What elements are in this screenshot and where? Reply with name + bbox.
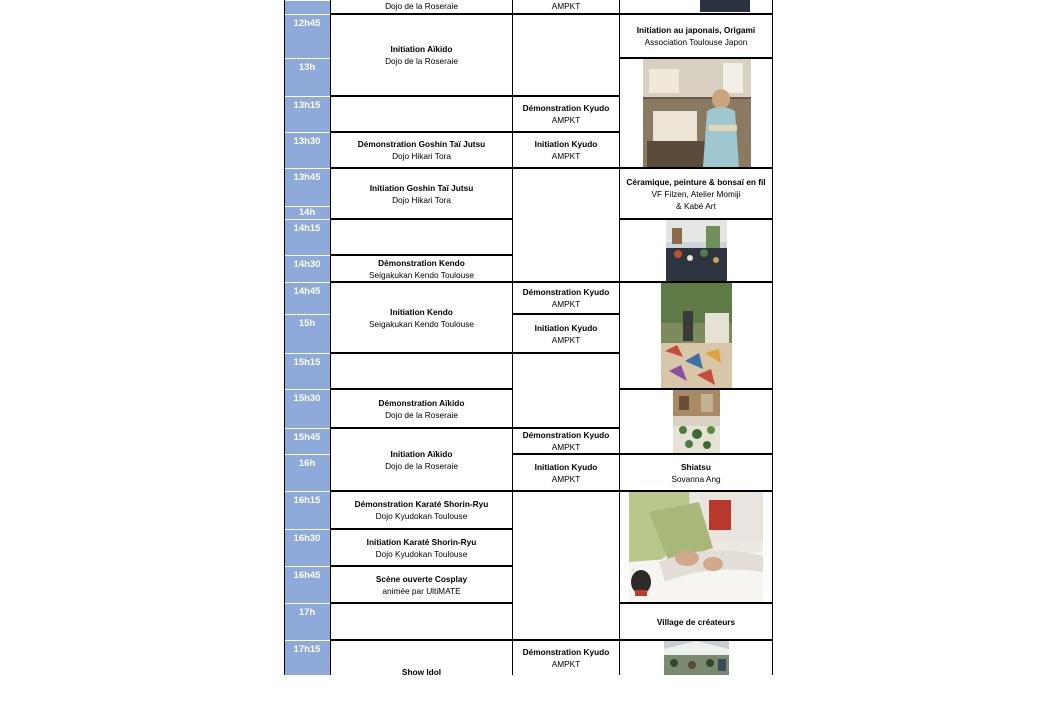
event-cell	[513, 454, 619, 491]
event-organizer: AMPKT	[551, 1, 581, 11]
event-cell	[331, 14, 512, 96]
time-slot: 16h15	[284, 491, 330, 529]
event-title: Initiation Aïkido	[390, 448, 453, 459]
time-slot: 15h30	[284, 389, 330, 428]
event-organizer: Dojo Kyudokan Toulouse	[375, 548, 468, 559]
event-cell	[331, 255, 512, 282]
event-cell	[513, 640, 619, 675]
event-cell	[331, 428, 512, 491]
event-organizer: Seigakukan Kendo Toulouse	[368, 269, 475, 280]
time-slot: 15h	[284, 314, 330, 353]
empty-cell	[513, 353, 619, 428]
event-title: Shiatsu	[681, 461, 711, 472]
time-slot: 15h15	[284, 353, 330, 389]
event-organizer: Sovanna Ang	[671, 473, 721, 484]
time-slot: 12h45	[284, 14, 330, 58]
event-cell	[513, 282, 619, 314]
bonsai-photo	[673, 390, 720, 453]
event-organizer: AMPKT	[551, 115, 581, 125]
event-title: Démonstration Kyudo	[522, 103, 610, 113]
event-organizer: AMPKT	[551, 151, 581, 161]
event-title: Démonstration Aïkido	[378, 397, 465, 408]
empty-cell	[513, 491, 619, 640]
event-title: Démonstration Kendo	[378, 257, 465, 268]
time-slot: 13h	[284, 58, 330, 96]
time-slot: 14h30	[284, 255, 330, 282]
event-title: Village de créateurs	[656, 616, 736, 627]
event-organizer: Dojo de la Roseraie	[385, 409, 458, 420]
event-title: Initiation Karaté Shorin-Ryu	[366, 536, 477, 547]
event-title: Scène ouverte Cosplay	[375, 573, 468, 584]
empty-cell	[513, 14, 619, 96]
time-slot: 15h45	[284, 428, 330, 454]
event-cell	[513, 132, 619, 168]
event-organizer: AMPKT	[551, 473, 581, 484]
event-title: Démonstration Kyudo	[522, 647, 610, 657]
event-title: Céramique, peinture & bonsaï en fil	[626, 176, 766, 187]
time-slot: 14h45	[284, 282, 330, 314]
event-organizer: Association Toulouse Japon	[644, 37, 748, 47]
ceramics-photo	[666, 220, 727, 281]
event-title: Initiation Kyudo	[534, 139, 598, 149]
schedule-sheet	[284, 0, 773, 675]
time-slot: 13h15	[284, 96, 330, 132]
event-cell	[331, 282, 512, 353]
event-cell	[331, 168, 512, 219]
market-photo	[664, 641, 729, 675]
event-cell	[331, 132, 512, 168]
event-organizer: Dojo Kyudokan Toulouse	[375, 511, 468, 521]
event-cell	[620, 14, 772, 58]
event-title: Show Idol	[401, 666, 442, 677]
time-slot: 16h45	[284, 566, 330, 603]
event-organizer: AMPKT	[551, 299, 581, 309]
empty-cell	[513, 168, 619, 282]
event-organizer: animée par UltiMATE	[382, 585, 461, 596]
event-cell	[513, 428, 619, 454]
time-slot: 17h15	[284, 640, 330, 675]
event-organizer: Dojo Hikari Tora	[392, 151, 451, 161]
event-title: Initiation au japonais, Origami	[636, 25, 756, 35]
empty-cell	[331, 353, 512, 389]
empty-cell	[331, 219, 512, 255]
stand-photo	[700, 0, 750, 12]
event-title: Initiation Kyudo	[534, 322, 598, 333]
event-organizer: & Kabé Art	[676, 200, 716, 211]
event-organizer: AMPKT	[551, 442, 581, 452]
time-slot: 13h30	[284, 132, 330, 168]
time-slot: 13h45	[284, 168, 330, 206]
event-organizer: Dojo de la Roseraie	[385, 460, 458, 471]
event-cell	[513, 314, 619, 353]
event-cell	[331, 640, 512, 702]
event-cell	[620, 454, 772, 491]
event-cell	[331, 389, 512, 428]
origami-photo	[643, 59, 751, 167]
time-slot: 17h	[284, 603, 330, 640]
event-cell	[620, 168, 772, 219]
event-title: Démonstration Kyudo	[522, 430, 610, 440]
event-organizer: VF Filzen, Atelier Momiji	[651, 188, 741, 199]
time-slot-top	[284, 0, 330, 14]
event-title: Démonstration Karaté Shorin-Ryu	[354, 499, 489, 509]
event-title: Initiation Kendo	[390, 306, 453, 317]
time-slot: 16h	[284, 454, 330, 491]
event-title: Démonstration Goshin Taï Jutsu	[357, 139, 486, 149]
origami-stand-photo	[661, 283, 732, 388]
event-cell	[331, 529, 512, 566]
time-slot: 14h15	[284, 219, 330, 255]
event-title: Initiation Kyudo	[534, 461, 598, 472]
event-organizer: Dojo Hikari Tora	[392, 194, 451, 205]
time-slot: 16h30	[284, 529, 330, 566]
event-title: Démonstration Kyudo	[522, 287, 610, 297]
event-cell	[620, 603, 772, 640]
event-organizer: Dojo de la Roseraie	[385, 56, 458, 66]
shiatsu-photo	[629, 492, 763, 602]
event-title: Initiation Aïkido	[390, 44, 453, 54]
event-organizer: AMPKT	[551, 334, 581, 345]
event-organizer: Dojo de la Roseraie	[385, 1, 458, 11]
event-organizer: AMPKT	[551, 659, 581, 669]
empty-cell	[331, 96, 512, 132]
event-cell	[331, 491, 512, 529]
event-organizer: Seigakukan Kendo Toulouse	[368, 318, 475, 329]
event-cell	[331, 0, 512, 14]
event-title: Initiation Goshin Taï Jutsu	[369, 182, 474, 193]
event-cell	[513, 0, 619, 14]
event-cell	[331, 566, 512, 603]
time-slot: 14h	[284, 206, 330, 219]
empty-cell	[331, 603, 512, 640]
event-cell	[513, 96, 619, 132]
